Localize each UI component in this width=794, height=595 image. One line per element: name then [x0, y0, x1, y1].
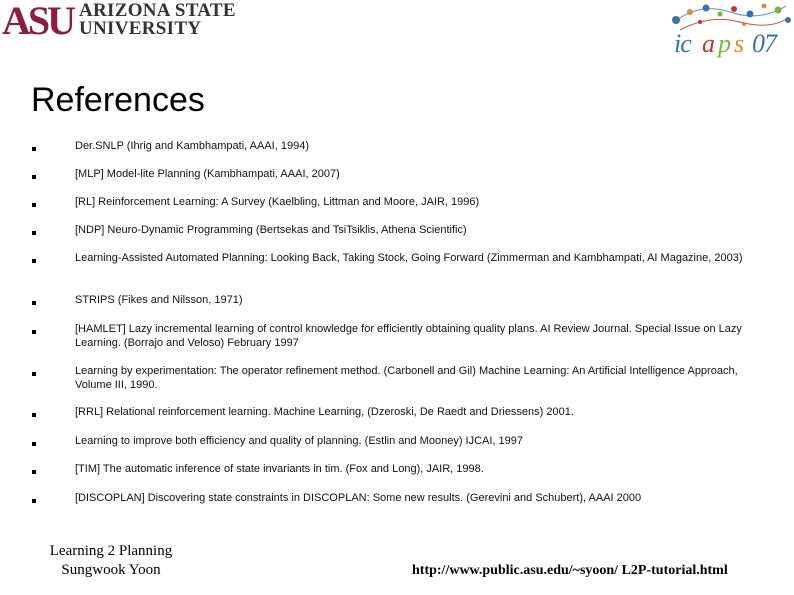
- asu-logo-name-line1: ARIZONA STATE: [79, 0, 236, 21]
- reference-text: Learning to improve both efficiency and quality of planning. (Estlin and Mooney) IJCAI, 1997: [75, 435, 524, 447]
- bullet-icon: [32, 301, 36, 305]
- bullet-icon: [32, 442, 36, 446]
- footer-url: http://www.public.asu.edu/~syoon/ L2P-tutorial.html: [412, 563, 728, 578]
- reference-text: [MLP] Model-lite Planning (Kambhampati, AAAI, 2007): [75, 168, 340, 180]
- asu-logo-name-line2: UNIVERSITY: [79, 18, 202, 39]
- reference-text: STRIPS (Fikes and Nilsson, 1971): [75, 294, 243, 306]
- footer-course-title: Learning 2 Planning: [49, 543, 173, 559]
- bullet-icon: [32, 147, 36, 151]
- slide-title: References: [31, 81, 205, 119]
- asu-logo: [0, 0, 236, 43]
- reference-text: [RL] Reinforcement Learning: A Survey (Kaelbling, Littman and Moore, JAIR, 1996): [75, 196, 480, 208]
- bullet-icon: [32, 175, 36, 179]
- reference-text: [NDP] Neuro-Dynamic Programming (Bertsekas and TsiTsiklis, Athena Scientific): [75, 224, 467, 236]
- bullet-icon: [32, 372, 36, 376]
- reference-text: Learning-Assisted Automated Planning: Looking Back, Taking Stock, Going Forward (Zimmerman and Kambhampati, AI Magazine, 2003): [75, 252, 743, 264]
- svg-text:ic: ic: [674, 29, 691, 58]
- reference-text: [TIM] The automatic inference of state invariants in tim. (Fox and Long), JAIR, 1998.: [75, 463, 484, 475]
- bullet-icon: [32, 413, 36, 417]
- footer-author-block: [40, 542, 182, 580]
- reference-text: [HAMLET] Lazy incremental learning of control knowledge for efficiently obtaining quality plans. AI Review Journal. Special Issue on Lazy Learning. (Borrajo and Veloso) February 1997: [75, 323, 742, 349]
- footer-author: Sungwook Yoon: [61, 562, 161, 578]
- reference-text: Der.SNLP (Ihrig and Kambhampati, AAAI, 1994): [75, 140, 309, 152]
- bullet-icon: [32, 231, 36, 235]
- svg-text:s: s: [734, 29, 744, 58]
- bullet-icon: [32, 203, 36, 207]
- bullet-icon: [32, 259, 36, 263]
- reference-text: [DISCOPLAN] Discovering state constraints in DISCOPLAN: Some new results. (Gerevini and Schubert), AAAI 2000: [75, 492, 642, 504]
- svg-text:07: 07: [752, 29, 776, 58]
- icaps07-logo: [660, 0, 794, 70]
- bullet-icon: [32, 470, 36, 474]
- bullet-icon: [32, 499, 36, 503]
- reference-text: [RRL] Relational reinforcement learning. Machine Learning, (Dzeroski, De Raedt and Driessens) 2001.: [75, 406, 574, 418]
- bullet-icon: [32, 330, 36, 334]
- reference-text: Learning by experimentation: The operator refinement method. (Carbonell and Gil) Machine Learning: An Artificial Intelligence Approach, Volume III, 1990.: [75, 365, 738, 391]
- asu-logo-mark: ASU: [2, 0, 74, 43]
- svg-text:p: p: [718, 29, 730, 58]
- svg-text:a: a: [702, 29, 714, 58]
